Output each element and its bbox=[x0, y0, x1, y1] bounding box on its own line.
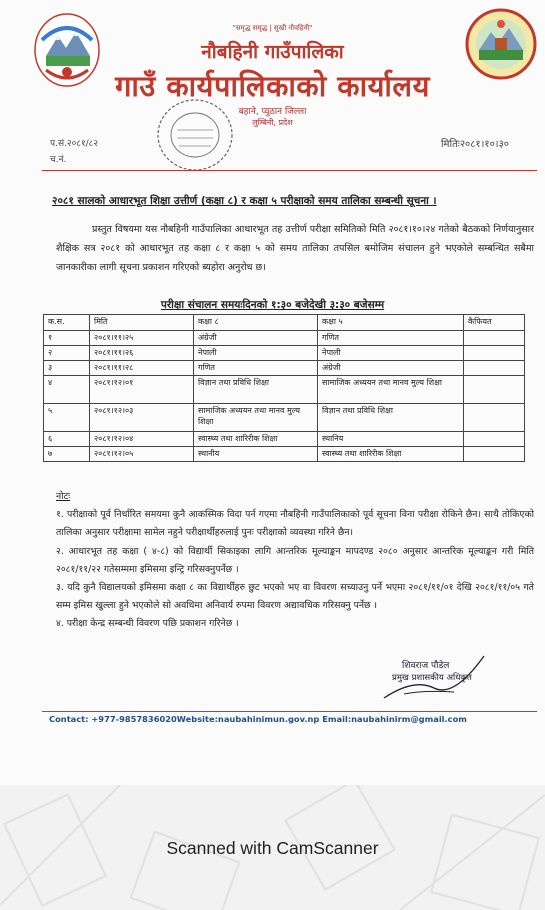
table-row bbox=[44, 376, 525, 404]
footer-divider bbox=[42, 711, 537, 712]
cell-class-5: सामाजिक अध्ययन तथा मानव मुल्य शिक्षा bbox=[318, 376, 464, 404]
table-caption: परीक्षा संचालन समयःदिनको १:३० बजेदेखी ३:३० बजेसम्म bbox=[160, 299, 385, 311]
cell-class-8: नेपाली bbox=[194, 346, 318, 361]
note-item: २. आधारभूत तह कक्षा ( ४-८) को विद्यार्थी सिकाइका लागि आन्तरिक मूल्याङ्कन मापदण्ड २०८० अनुसार आन्तरिक मूल्याङ्कन गरी मिति २०८१/११/२२ गतेसम्ममा इमिसमा इन्ट्रि गरिसक्नुपर्नेछ । bbox=[56, 545, 534, 575]
exam-schedule-table bbox=[43, 314, 525, 462]
cell-date: २०८१।१२।०३ bbox=[90, 404, 194, 432]
header-class-5: कक्षा ५ bbox=[318, 315, 464, 331]
scanner-watermark-area bbox=[0, 785, 545, 910]
note-item: ३. यदि कुनै विद्यालयको इमिसमा कक्षा ८ का विद्यार्थीहरु छुट भएको भए वा विवरण सच्याउनु पर्ने भएमा २०८१/११/०१ देखि २०८१/११/०५ गते सम्म इमिस खुल्ला हुने भएकोले सो अवधिमा अनिवार्य रुपमा विवरण अद्यावधिक गरिसक्नु पर्नेछ । bbox=[56, 582, 534, 612]
table-row bbox=[44, 331, 525, 346]
address-line-2: लुम्बिनी, प्रदेश bbox=[252, 118, 293, 127]
cell-class-8: अंग्रेजी bbox=[194, 331, 318, 346]
header-remarks: कैफियत bbox=[464, 315, 525, 331]
cell-serial: ४ bbox=[44, 376, 90, 404]
cell-remarks bbox=[464, 331, 525, 346]
cell-serial: ६ bbox=[44, 432, 90, 447]
table-row bbox=[44, 447, 525, 462]
reference-number: प.सं.२०८१/८२ bbox=[50, 139, 99, 149]
note-item: ४. परीक्षा केन्द्र सम्बन्धी विवरण पछि प्रकाशन गरिनेछ । bbox=[56, 618, 239, 630]
signatory-title: प्रमुख प्रशासकीय अधिकृत bbox=[392, 673, 472, 683]
cell-date: २०८१।११।२८ bbox=[90, 361, 194, 376]
cell-class-8: विज्ञान तथा प्रविधि शिक्षा bbox=[194, 376, 318, 404]
issue-date: मितिः२०८१।१०।३० bbox=[440, 139, 509, 150]
cell-date: २०८१।११।२६ bbox=[90, 346, 194, 361]
municipality-name: नौबहिनी गाउँपालिका bbox=[201, 41, 344, 63]
header-motto: "समृद्ध समृद्ध | सुखी नौवहिनी" bbox=[232, 24, 313, 32]
header-divider bbox=[42, 170, 537, 171]
cell-serial: १ bbox=[44, 331, 90, 346]
header-serial: क.स. bbox=[44, 315, 90, 331]
cell-class-8: स्थानीय bbox=[194, 447, 318, 462]
cell-class-8: स्वास्थ्य तथा शारिरीक शिक्षा bbox=[194, 432, 318, 447]
cell-date: २०८१।१२।०५ bbox=[90, 447, 194, 462]
cell-class-8: गणित bbox=[194, 361, 318, 376]
camscanner-label: Scanned with CamScanner bbox=[166, 838, 379, 858]
cell-serial: ५ bbox=[44, 404, 90, 432]
notes-heading: नोटः bbox=[56, 491, 71, 502]
notice-subject: २०८१ सालको आधारभूत शिक्षा उत्तीर्ण (कक्षा ८) र कक्षा ५ परीक्षाको समय तालिका सम्बन्धी सूचना । bbox=[52, 195, 437, 207]
cell-class-8: सामाजिक अध्ययन तथा मानव मुल्य शिक्षा bbox=[194, 404, 318, 432]
cell-remarks bbox=[464, 404, 525, 432]
cell-remarks bbox=[464, 346, 525, 361]
notice-body bbox=[56, 220, 534, 277]
cell-serial: ७ bbox=[44, 447, 90, 462]
cell-remarks bbox=[464, 376, 525, 404]
office-name: गाउँ कार्यपालिकाको कार्यालय bbox=[115, 69, 430, 103]
office-stamp bbox=[155, 96, 235, 174]
note-item: १. परीक्षाको पूर्व निर्धारित समयमा कुनै आकस्मिक विदा पर्न गएमा नौबहिनी गाउँपालिकाको पूर्व सूचना विना परीक्षा रोकिने छैन। साथै तोकिएको तालिका अनुसार परीक्षामा सामेल नहुने परीक्षार्थीहरुलाई पुनः परीक्षाको व्यवस्था गरिने छैन। bbox=[56, 509, 534, 539]
header-date: मिति bbox=[90, 315, 194, 331]
cell-class-5: स्थानिय bbox=[318, 432, 464, 447]
cell-date: २०८१।१२।०४ bbox=[90, 432, 194, 447]
notice-body-text: प्रस्तुत विषयमा यस नौबहिनी गाउँपालिका आधारभूत तह उत्तीर्ण परीक्षा समितिको मिति २०८१।१०।२४ गतेको बैठकको निर्णयानुसार शैक्षिक सत्र २०८१ को आधारभूत तह कक्षा ८ र कक्षा ५ को समय तालिका तपसिल बमोजिम संचालन हुने भएकोले सम्बन्धित सबैमा जानकारीका लागी सूचना प्रकाशन गरिएको ब्यहोरा अनुरोध छ। bbox=[56, 224, 534, 273]
cell-remarks bbox=[464, 447, 525, 462]
table-row bbox=[44, 361, 525, 376]
cell-remarks bbox=[464, 432, 525, 447]
cell-serial: २ bbox=[44, 346, 90, 361]
cell-date: २०८१।११।२५ bbox=[90, 331, 194, 346]
cell-class-5: गणित bbox=[318, 331, 464, 346]
cell-class-5: नेपाली bbox=[318, 346, 464, 361]
address-line-1: बहाने, प्युठान जिल्ला bbox=[238, 107, 307, 117]
signatory-name: शिवराज पौडेल bbox=[402, 661, 450, 671]
header-class-8: कक्षा ८ bbox=[194, 315, 318, 331]
cell-class-5: स्वास्थ्य तथा शारिरीक शिक्षा bbox=[318, 447, 464, 462]
contact-info: Contact: +977-9857836020Website:naubahinimun.gov.np Email:naubahinirm@gmail.com bbox=[49, 714, 467, 724]
cell-remarks bbox=[464, 361, 525, 376]
table-row bbox=[44, 404, 525, 432]
table-header-row bbox=[44, 315, 525, 331]
table-row bbox=[44, 432, 525, 447]
cell-class-5: अंग्रेजी bbox=[318, 361, 464, 376]
dispatch-number: च.नं. bbox=[50, 155, 67, 165]
table-row bbox=[44, 346, 525, 361]
cell-serial: ३ bbox=[44, 361, 90, 376]
cell-date: २०८१।१२।०१ bbox=[90, 376, 194, 404]
notes-section bbox=[56, 488, 534, 634]
cell-class-5: विज्ञान तथा प्रविधि शिक्षा bbox=[318, 404, 464, 432]
